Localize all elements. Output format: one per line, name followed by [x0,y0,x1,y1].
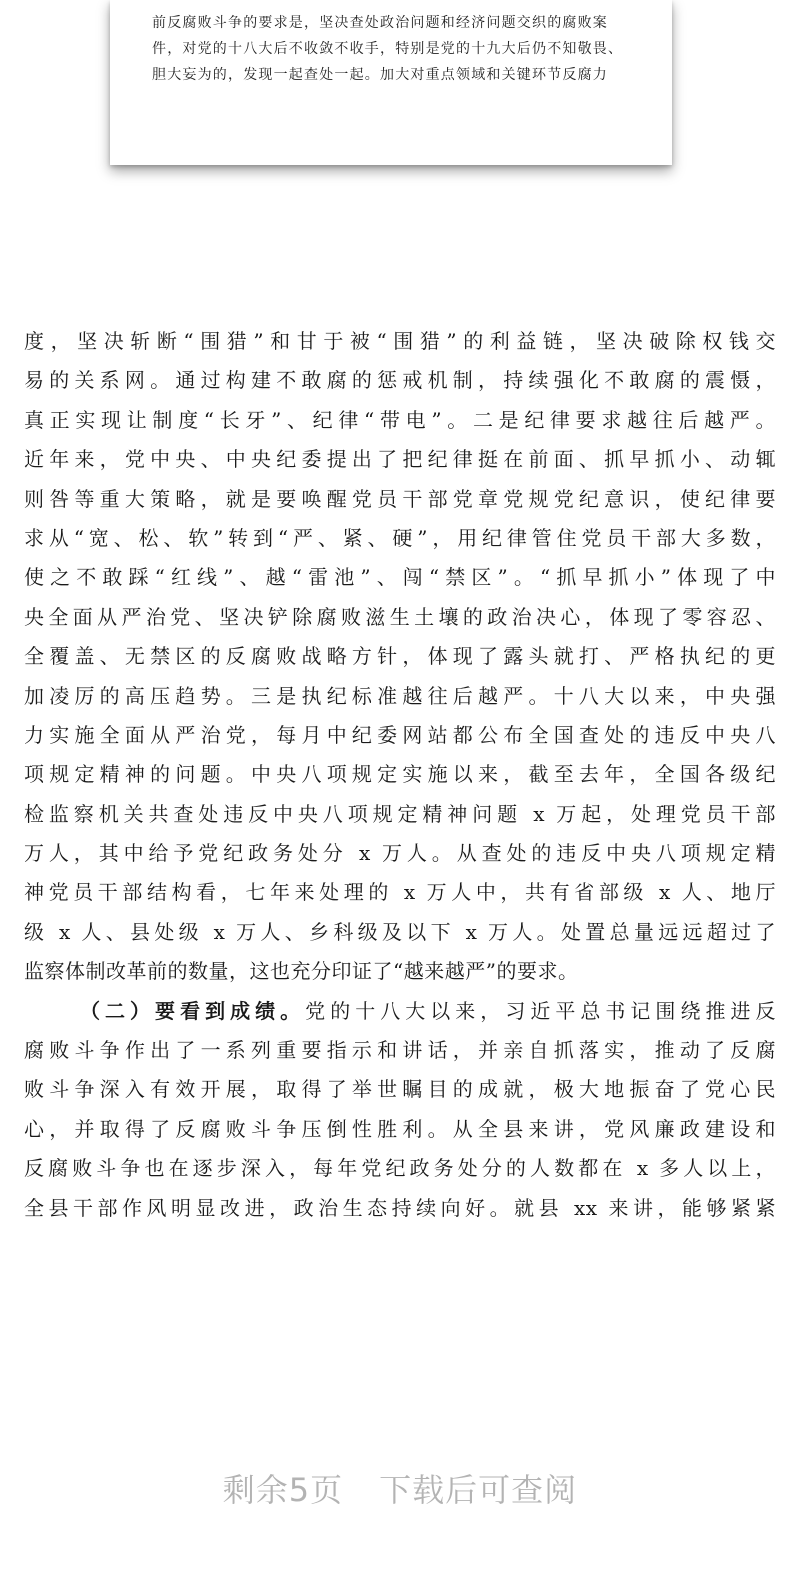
body-text-line: 求从“宽、松、软”转到“严、紧、硬”，用纪律管住党员干部大多数， [24,525,776,550]
remaining-pages-label: 剩余5页 [222,1471,344,1509]
body-text-line: 腐败斗争作出了一系列重要指示和讲话，并亲自抓落实，推动了反腐 [24,1038,776,1063]
document-body [24,322,776,1228]
body-text-line: 败斗争深入有效开展，取得了举世瞩目的成就，极大地振奋了党心民 [24,1077,776,1102]
body-text-line: 检监察机关共查处违反中央八项规定精神问题 x 万起，处理党员干部 [24,801,776,826]
body-text-line: 近年来，党中央、中央纪委提出了把纪律挺在前面、抓早抓小、动辄 [24,447,776,472]
body-text-line: 使之不敢踩“红线”、越“雷池”、闯“禁区”。“抓早抓小”体现了中 [24,565,776,590]
body-text-line: 级 x 人、县处级 x 万人、乡科级及以下 x 万人。处置总量远远超过了 [24,919,776,944]
body-text-line: 全县干部作风明显改进，政治生态持续向好。就县 xx 来讲，能够紧紧 [24,1195,776,1220]
body-text-line: 则咎等重大策略，就是要唤醒党员干部党章党规党纪意识，使纪律要 [24,486,776,511]
body-text-line: 反腐败斗争也在逐步深入，每年党纪政务处分的人数都在 x 多人以上， [24,1156,776,1181]
section-2-heading: （二）要看到成绩。 [80,998,306,1023]
preview-text-line: 件，对党的十八大后不收敛不收手，特别是党的十九大后仍不知敬畏、 [152,41,624,57]
body-text-line: 力实施全面从严治党，每月中纪委网站都公布全国查处的违反中央八 [24,722,776,747]
body-text-line: 心，并取得了反腐败斗争压倒性胜利。从全县来讲，党风廉政建设和 [24,1116,776,1141]
preview-text-line: 前反腐败斗争的要求是，坚决查处政治问题和经济问题交织的腐败案 [152,15,608,31]
body-text-line: 全覆盖、无禁区的反腐败战略方针，体现了露头就打、严格执纪的更 [24,644,776,669]
download-to-view-label[interactable]: 下载后可查阅 [379,1471,578,1509]
body-text-line: 央全面从严治党、坚决铲除腐败滋生土壤的政治决心，体现了零容忍、 [24,604,776,629]
body-text-line: 项规定精神的问题。中央八项规定实施以来，截至去年，全国各级纪 [24,762,776,787]
body-text-line: 真正实现让制度“长牙”、纪律“带电”。二是纪律要求越往后越严。 [24,407,776,432]
body-text-line: 易的关系网。通过构建不敢腐的惩戒机制，持续强化不敢腐的震慑， [24,368,776,393]
body-text-line: 加凌厉的高压趋势。三是执纪标准越往后越严。十八大以来，中央强 [24,683,776,708]
body-text-line: 神党员干部结构看，七年来处理的 x 万人中，共有省部级 x 人、地厅 [24,880,776,905]
download-prompt[interactable] [0,1465,800,1511]
document-preview-card [110,0,672,165]
body-text-line: 监察体制改革前的数量，这也充分印证了“越来越严”的要求。 [24,959,579,984]
body-text-line: 度，坚决斩断“围猎”和甘于被“围猎”的利益链，坚决破除权钱交 [24,329,776,353]
section-2-first-line [24,992,776,1031]
body-text-line: 万人，其中给予党纪政务处分 x 万人。从查处的违反中央八项规定精 [24,841,776,866]
preview-text-line: 胆大妄为的，发现一起查处一起。加大对重点领域和关键环节反腐力 [152,67,608,83]
section-2-text: 党的十八大以来，习近平总书记围绕推进反 [305,998,777,1023]
